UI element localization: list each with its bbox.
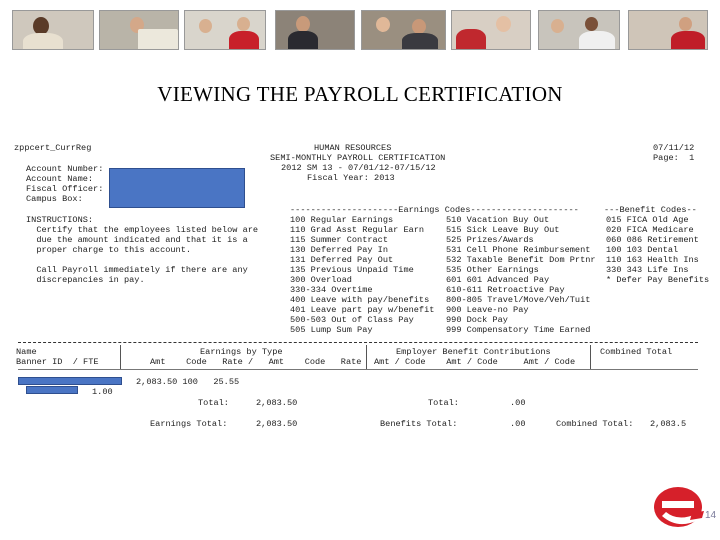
account-info-redaction bbox=[109, 168, 245, 208]
benefit-total-label: Total: bbox=[428, 398, 459, 408]
photo-student-reading bbox=[12, 10, 94, 50]
slide-title: VIEWING THE PAYROLL CERTIFICATION bbox=[157, 82, 563, 106]
earnings-code-item: 135 Previous Unpaid Time bbox=[290, 265, 414, 275]
benefit-code-item: 020 FICA Medicare bbox=[606, 225, 694, 235]
earnings-code-item: 401 Leave part pay w/benefit bbox=[290, 305, 435, 315]
earnings-code-item: 505 Lump Sum Pay bbox=[290, 325, 373, 335]
report-header-period: 2012 SM 13 - 07/01/12-07/15/12 bbox=[281, 163, 436, 173]
earnings-code-item: 531 Cell Phone Reimbursement bbox=[446, 245, 591, 255]
col-amt-code-rate: Amt Code Rate / Amt Code Rate bbox=[150, 357, 362, 367]
employee-earnings: 2,083.50 100 25.55 bbox=[136, 377, 240, 387]
instructions-line-3: due the amount indicated and that it is a bbox=[26, 235, 248, 245]
earnings-code-item: 999 Compensatory Time Earned bbox=[446, 325, 591, 335]
grand-earnings-value: 2,083.50 bbox=[256, 419, 298, 429]
col-banner-id-fte: Banner ID / FTE bbox=[16, 357, 99, 367]
grand-earnings-label: Earnings Total: bbox=[150, 419, 228, 429]
column-divider-1 bbox=[120, 345, 121, 369]
earnings-code-item: 601 601 Advanced Pay bbox=[446, 275, 550, 285]
benefit-codes-header: ---Benefit Codes-- bbox=[604, 205, 697, 215]
earnings-code-item: 535 Other Earnings bbox=[446, 265, 539, 275]
photo-businessman bbox=[275, 10, 355, 50]
col-combined-total: Combined Total bbox=[600, 347, 673, 357]
earnings-code-item: 990 Dock Pay bbox=[446, 315, 508, 325]
column-divider-3 bbox=[590, 345, 591, 369]
account-number-label: Account Number: bbox=[26, 164, 104, 174]
photo-medical-staff bbox=[184, 10, 266, 50]
payroll-certification-report bbox=[14, 140, 710, 440]
benefit-code-item: 330 343 Life Ins bbox=[606, 265, 689, 275]
employee-id-redaction bbox=[26, 386, 78, 394]
e-logo-icon bbox=[652, 484, 708, 528]
earnings-code-item: 515 Sick Leave Buy Out bbox=[446, 225, 560, 235]
header-underline bbox=[18, 369, 698, 370]
account-name-label: Account Name: bbox=[26, 174, 94, 184]
earnings-code-item: 500-503 Out of Class Pay bbox=[290, 315, 414, 325]
instructions-line-5: Call Payroll immediately if there are any bbox=[26, 265, 248, 275]
benefit-code-item: * Defer Pay Benefits bbox=[606, 275, 710, 285]
photo-meeting bbox=[361, 10, 446, 50]
col-name: Name bbox=[16, 347, 37, 357]
report-header-fiscal-year: Fiscal Year: 2013 bbox=[307, 173, 395, 183]
earnings-codes-header: ---------------------Earnings Codes--------------------- bbox=[290, 205, 579, 215]
earnings-code-item: 131 Deferred Pay Out bbox=[290, 255, 394, 265]
benefit-code-item: 015 FICA Old Age bbox=[606, 215, 689, 225]
earnings-code-item: 100 Regular Earnings bbox=[290, 215, 394, 225]
grand-benefits-label: Benefits Total: bbox=[380, 419, 458, 429]
earnings-code-item: 400 Leave with pay/benefits bbox=[290, 295, 430, 305]
instructions-line-4: proper charge to this account. bbox=[26, 245, 192, 255]
campus-box-label: Campus Box: bbox=[26, 194, 83, 204]
earnings-code-item: 800-805 Travel/Move/Veh/Tuit bbox=[446, 295, 591, 305]
earnings-code-item: 330-334 Overtime bbox=[290, 285, 373, 295]
col-earnings-by-type: Earnings by Type bbox=[200, 347, 283, 357]
earnings-code-item: 900 Leave-no Pay bbox=[446, 305, 529, 315]
col-benefit-amt-code: Amt / Code Amt / Code Amt / Code bbox=[374, 357, 576, 367]
separator-rule bbox=[18, 342, 698, 343]
employee-fte: 1.00 bbox=[92, 387, 113, 397]
instructions-line-2: Certify that the employees listed below are bbox=[26, 225, 259, 235]
column-divider-2 bbox=[366, 345, 367, 369]
earnings-code-item: 532 Taxable Benefit Dom Prtnr bbox=[446, 255, 596, 265]
instructions-line-6: discrepancies in pay. bbox=[26, 275, 145, 285]
report-page: Page: 1 bbox=[653, 153, 695, 163]
program-name: zppcert_CurrReg bbox=[14, 143, 92, 153]
earnings-code-item: 510 Vacation Buy Out bbox=[446, 215, 550, 225]
page-number: 14 bbox=[705, 510, 717, 521]
earnings-code-item: 525 Prizes/Awards bbox=[446, 235, 534, 245]
grand-combined-value: 2,083.5 bbox=[650, 419, 687, 429]
photo-student-activity bbox=[628, 10, 708, 50]
earnings-code-item: 610-611 Retroactive Pay bbox=[446, 285, 565, 295]
photo-reading-newspaper bbox=[99, 10, 179, 50]
earnings-total-label: Total: bbox=[198, 398, 229, 408]
earnings-code-item: 300 Overload bbox=[290, 275, 352, 285]
benefit-code-item: 100 103 Dental bbox=[606, 245, 679, 255]
earnings-code-item: 115 Summer Contract bbox=[290, 235, 388, 245]
report-date: 07/11/12 bbox=[653, 143, 695, 153]
grand-benefits-value: .00 bbox=[510, 419, 526, 429]
fiscal-officer-label: Fiscal Officer: bbox=[26, 184, 104, 194]
benefit-code-item: 060 086 Retirement bbox=[606, 235, 699, 245]
earnings-code-item: 130 Deferred Pay In bbox=[290, 245, 388, 255]
grand-combined-label: Combined Total: bbox=[556, 419, 634, 429]
report-header-org: HUMAN RESOURCES bbox=[314, 143, 392, 153]
photo-nurse bbox=[451, 10, 531, 50]
photo-graduates bbox=[538, 10, 620, 50]
employee-name-redaction bbox=[18, 377, 122, 385]
header-photo-strip bbox=[0, 0, 720, 58]
earnings-code-item: 110 Grad Asst Regular Earn bbox=[290, 225, 425, 235]
report-header-title: SEMI-MONTHLY PAYROLL CERTIFICATION bbox=[270, 153, 446, 163]
instructions-line-1: INSTRUCTIONS: bbox=[26, 215, 94, 225]
earnings-total-value: 2,083.50 bbox=[256, 398, 298, 408]
benefit-total-value: .00 bbox=[510, 398, 526, 408]
benefit-code-item: 110 163 Health Ins bbox=[606, 255, 699, 265]
col-employer-benefit: Employer Benefit Contributions bbox=[396, 347, 551, 357]
